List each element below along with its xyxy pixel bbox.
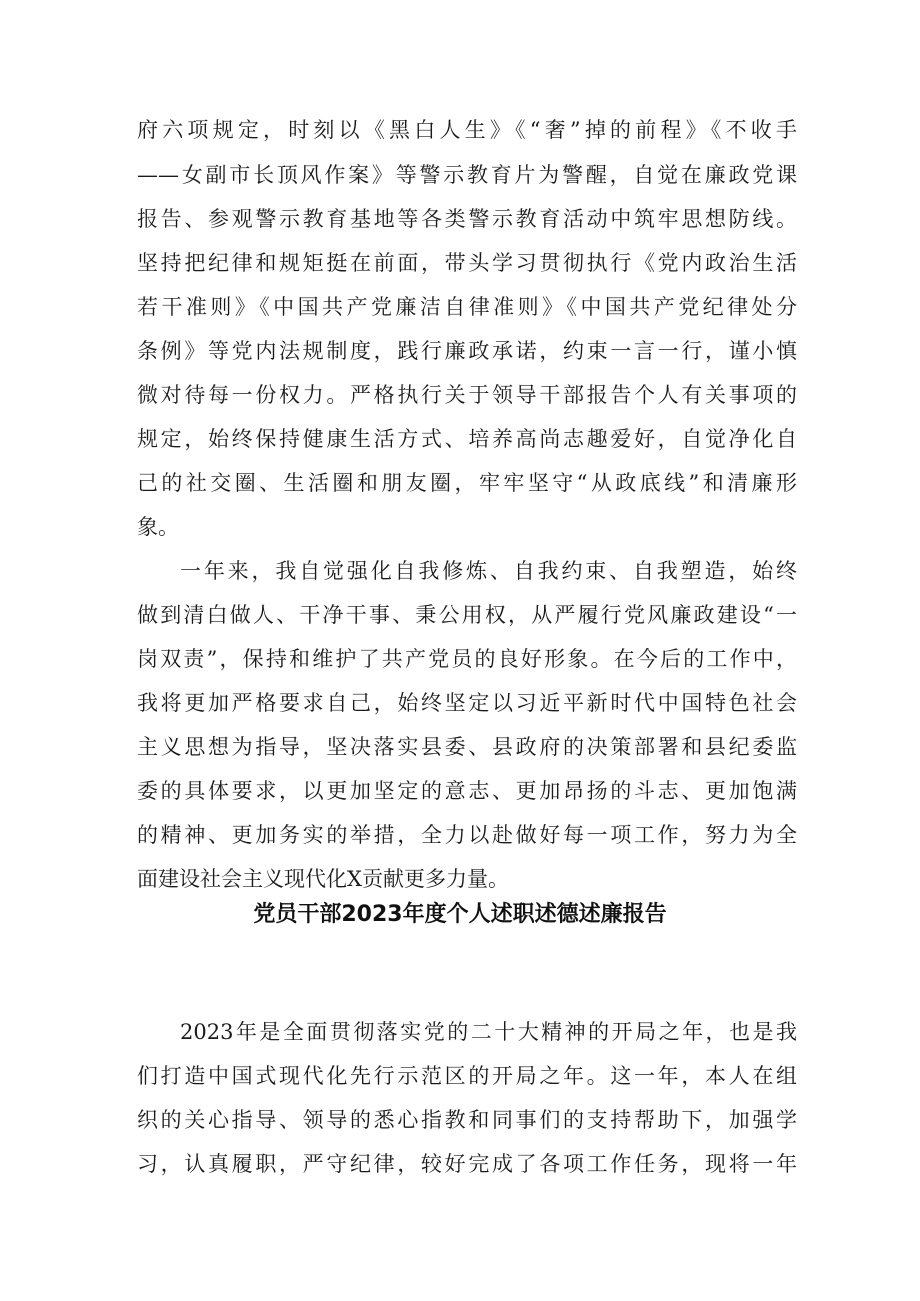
paragraph-line: 的精神、更加务实的举措，全力以赴做好每一项工作，努力为全 (137, 823, 797, 847)
paragraph-line: 我将更加严格要求自己，始终坚定以习近平新时代中国特色社会 (137, 691, 797, 715)
paragraph-line: 一年来，我自觉强化自我修炼、自我约束、自我塑造，始终 (180, 559, 797, 583)
paragraph-line: 规定，始终保持健康生活方式、培养高尚志趣爱好，自觉净化自 (137, 427, 797, 451)
paragraph-line: 若干准则》《中国共产党廉洁自律准则》《中国共产党纪律处分 (137, 295, 797, 319)
paragraph-line: 们打造中国式现代化先行示范区的开局之年。这一年，本人在组 (137, 1064, 797, 1088)
paragraph-line: 2023年是全面贯彻落实党的二十大精神的开局之年，也是我 (180, 1020, 797, 1044)
paragraph-line: 面建设社会主义现代化X贡献更多力量。 (137, 867, 509, 891)
paragraph-line: 主义思想为指导，坚决落实县委、县政府的决策部署和县纪委监 (137, 735, 797, 759)
paragraph-line: 报告、参观警示教育基地等各类警示教育活动中筑牢思想防线。 (137, 207, 797, 231)
paragraph-line: 岗双责”，保持和维护了共产党员的良好形象。在今后的工作中， (137, 647, 797, 671)
paragraph-line: 坚持把纪律和规矩挺在前面，带头学习贯彻执行《党内政治生活 (137, 251, 797, 275)
paragraph-line: 习，认真履职，严守纪律，较好完成了各项工作任务，现将一年 (137, 1152, 797, 1176)
paragraph-line: 府六项规定，时刻以《黑白人生》《“奢”掉的前程》《不收手 (137, 118, 797, 142)
paragraph-line: 织的关心指导、领导的悉心指教和同事们的支持帮助下，加强学 (137, 1108, 797, 1132)
paragraph-line: 象。 (137, 515, 179, 539)
paragraph-line: 做到清白做人、干净干事、秉公用权，从严履行党风廉政建设“一 (137, 603, 797, 627)
paragraph-line: 己的社交圈、生活圈和朋友圈，牢牢坚守“从政底线”和清廉形 (137, 471, 797, 495)
paragraph-line: 委的具体要求，以更加坚定的意志、更加昂扬的斗志、更加饱满 (137, 779, 797, 803)
paragraph-line: 微对待每一份权力。严格执行关于领导干部报告个人有关事项的 (137, 383, 797, 407)
paragraph-line: ——女副市长顶风作案》等警示教育片为警醒，自觉在廉政党课 (137, 163, 797, 187)
paragraph-line: 条例》等党内法规制度，践行廉政承诺，约束一言一行，谨小慎 (137, 339, 797, 363)
document-title: 党员干部2023年度个人述职述德述廉报告 (253, 902, 667, 927)
